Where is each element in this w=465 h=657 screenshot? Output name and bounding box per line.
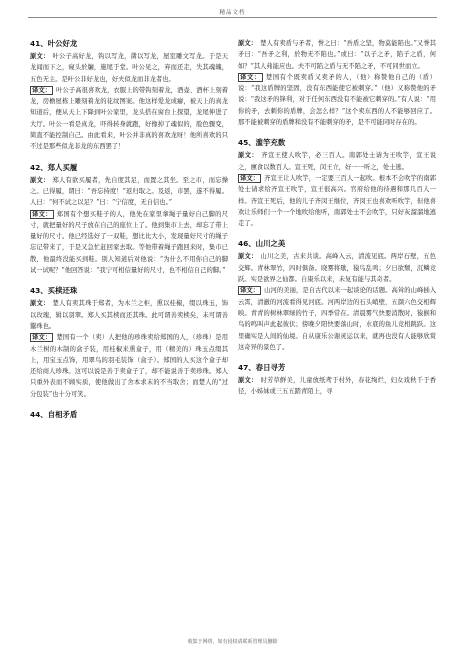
original-text: 山川之美，古来共谈。高峰入云，清流见底。两岸石壁，五色交辉。青林翠竹，四时俱备。晓雾将歇，猿鸟乱鸣；夕日欲颓，沉鳞竞跃。实是欲界之仙都。自康乐以来，未复有能与其奇者。 [238, 253, 437, 284]
translation-text: 叶公子高很喜欢龙，衣服上的带钩刻着龙，酒壶、酒杯上刻着龙，房檐屋栋上雕刻着龙的花纹图案。他这样爱龙成癖，被天上的真龙知道后，便从天上下降到叶公家里，龙头搭在窗台上探望，龙尾伸进了大厅。叶公一看是真龙，吓得转身就跑，好像掉了魂似的，脸色骤变，简直不能控制自己。由此看来，叶公并非真的喜欢龙呀！他所喜欢的只不过是那些似龙非龙的东西罢了！ [30, 86, 229, 151]
original-text: 叶公子高好龙，钩以写龙，凿以写龙，屋室雕文写龙。于是天龙闻而下之，窥头於牖，施尾于堂。叶公见之，弃而还走，失其魂魄，五色无主。是叶公非好龙也，好夫似龙而非龙者也。 [30, 53, 229, 83]
paragraph [238, 375, 436, 398]
paragraph [238, 38, 436, 72]
paragraph [30, 85, 228, 153]
section-title: 43、买椟还珠 [30, 286, 78, 296]
translation-label: 译文： [240, 174, 260, 182]
original-text-label: 原文： [238, 40, 258, 47]
article-section [30, 409, 228, 420]
page-header: 精品文档 [219, 10, 246, 16]
section-title: 45、滥竽充数 [238, 138, 286, 148]
article-section [30, 38, 228, 153]
paragraph [238, 173, 436, 229]
section-title: 44、自相矛盾 [30, 410, 78, 420]
original-text: 时芳草鲜美，儿童放纸鸢于村外，春花绚烂，妇女戏秋千于香径，小姊妹或三五五踏青陌上，寻 [238, 377, 437, 396]
translation-text: 山河的美丽，是自古代以来一起谈论的话题。高耸的山峰插入云霄，清澈的河流看得见河底。河两岸边的石头峭壁，五颜六色交相辉映。青青的树林翠绿的竹子，四季常在。清晨雾气快要消散时，猿猴和鸟的鸣叫声此起彼伏；傍晚夕阳快要落山时，水底的鱼儿竞相跳跃。这里确实是人间的仙境。自从康乐公谢灵运以来，就再也没有人能够欣赏这奇异的景色了。 [238, 287, 437, 351]
translation-label: 译文： [32, 334, 52, 342]
article-section [238, 137, 436, 229]
paragraph [238, 72, 436, 128]
translation-text: 楚国有一个（卖）人把他的珍珠卖给郑国的人，（珍珠）是用木兰树的木制的盒子装，用桂椒来熏盒子，用（精美的）珠玉点缀其上，用宝玉点饰，用翠鸟的羽毛装饰（盒子）。郑国的人买这个盒子却还给商人珍珠。这可以说是善于卖盒子了，却不能说善于卖珍珠。郑人只重外表而不顾实质，使他做出了舍本求末的不当取舍；而楚人的“过分包装”也十分可笑。 [30, 334, 228, 398]
original-text: 楚人有卖其珠于郑者，为木兰之柜，熏以桂椒，缀以珠玉，饰以玫瑰，辑以羽翠。郑人买其椟而还其珠。此可谓善卖椟矣，未可谓善鬻珠也。 [30, 300, 229, 330]
section-title: 41、叶公好龙 [30, 39, 78, 48]
translation-label: 译文： [240, 287, 260, 295]
header-divider [28, 17, 437, 18]
translation-text: 郑国有个想买鞋子的人，他先在家里拿绳子量好自己脚的尺寸，就把量好的尺子放在自己的座位上了。他到集市上去，却忘了带上量好的尺寸。他已经选好了一双鞋，想比比大小，发现量好尺寸的绳子忘记带来了，于是又急忙赶回家去取。等他带着绳子跑回来时，集市已散，他最终没能买到鞋。别人知道后对他说：“为什么不用你自己的脚试一试呢？”他回答说：“我宁可相信量好的尺寸，也不相信自己的脚。” [30, 210, 229, 275]
translation-label: 译文： [32, 86, 52, 94]
paragraph [238, 285, 436, 353]
article-section [30, 162, 228, 277]
original-text: 郑人有欲买履者，先自度其足，而置之其坐。至之市，而忘操之。已得履，谓曰：“吾忘持度！”返归取之。及返，市罢，遂不得履。人曰：“何不试之以足？”曰：“宁信度，无自信也。” [30, 176, 229, 207]
left-column [30, 38, 228, 429]
original-text-label: 原文： [238, 377, 258, 385]
original-text-label: 原文： [30, 176, 50, 184]
article-section [238, 238, 436, 353]
translation-text: 齐宣王让人吹竽，一定要三百人一起吹。根本不会吹竽的南郭处士请求给齐宣王吹竽，宣王很高兴。官府给他的待遇和那几百人一样。齐宣王死后，他的儿子齐闵王继位，齐闵王也喜欢听吹竽，但他喜欢让乐师们一个一个地吹给他听，南郭处士不会吹竽，只好灰溜溜地逃走了。 [238, 174, 437, 228]
paragraph [30, 298, 228, 332]
paragraph [30, 51, 228, 85]
paragraph [238, 150, 436, 173]
paragraph [238, 251, 436, 285]
original-text-label: 原文： [30, 53, 50, 60]
right-column [238, 38, 436, 407]
page-footer: 收集于网络，如有侵权请联系管理员删除 [187, 639, 278, 645]
original-text: 齐宣王使人吹竽，必三百人。南郭处士请为王吹竽，宣王说之，廪食以数百人。宣王死，闵王立，好一一听之，处士逃。 [238, 152, 437, 171]
original-text-label: 原文： [238, 152, 259, 160]
section-title: 42、郑人买履 [30, 162, 78, 172]
translation-label: 译文： [240, 73, 261, 81]
article-section [238, 38, 436, 128]
original-text-label: 原文： [30, 300, 50, 308]
article-section [238, 362, 436, 398]
section-title: 47、春日寻芳 [238, 363, 286, 373]
section-title: 46、山川之美 [238, 239, 286, 249]
paragraph [30, 175, 228, 209]
article-section [30, 285, 228, 400]
paragraph [30, 332, 228, 400]
original-text: 楚人有卖盾与矛者，誉之曰：“吾盾之坚，物莫能陷也。”又誉其矛曰：“吾矛之利，於物无不陷也。”或曰：“以子之矛，陷子之盾，何如？”其人弗能应也。夫不可陷之盾与无不陷之矛，不可同世而立。 [238, 40, 437, 70]
translation-label: 译文： [32, 210, 52, 218]
paragraph [30, 209, 228, 277]
translation-text: 楚国有个既卖盾又卖矛的人，（他）称赞他自己的（盾）说：“我这盾牌的坚固，没有东西能使它被刺穿。”（他）又称赞他的矛说：“我这矛的锋利，对于任何东西没有不能被它刺穿的。”有人说：“用你的矛，去刺你的盾牌，会怎么样？”这个卖东西的人不能够回应了。那不能被刺穿的盾牌和没有不能刺穿的矛，是不可能同时存在的。 [238, 73, 436, 127]
original-text-label: 原文： [238, 253, 258, 261]
